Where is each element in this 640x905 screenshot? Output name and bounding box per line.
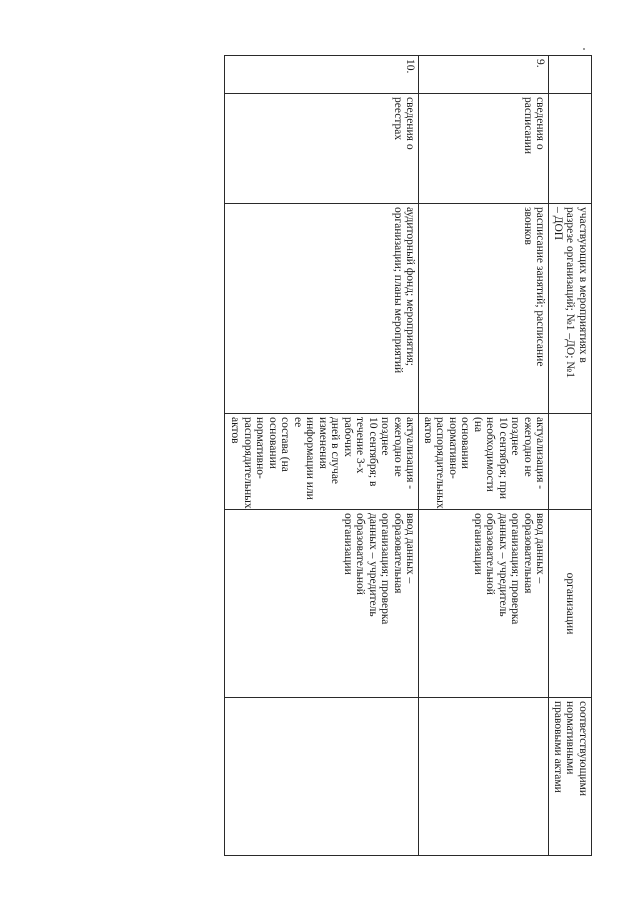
text-line: реестрах xyxy=(392,97,404,141)
rotated-table-inner xyxy=(229,55,592,855)
text-line: нормативными xyxy=(564,701,577,775)
cell-responsible xyxy=(549,510,592,698)
text-line: правовыми актами xyxy=(552,701,564,793)
text-line: 10 сентября; при xyxy=(497,417,509,500)
text-line: разрезе организаций; №1 –ДО; №1 xyxy=(564,207,577,379)
text-line: организации xyxy=(564,572,577,635)
cell-name xyxy=(549,94,592,204)
text-line: образовательной xyxy=(354,513,367,595)
text-line: 10 сентября; в xyxy=(367,417,379,487)
text-line: организация; проверка xyxy=(379,513,392,625)
text-line: сведения о xyxy=(404,97,417,150)
text-line: течение 3-х рабочих xyxy=(342,417,367,474)
text-line: соответствующими xyxy=(577,701,589,797)
text-line: изменения xyxy=(317,417,329,469)
cell-note xyxy=(549,698,592,856)
text-line: организации xyxy=(342,513,354,575)
cell-note xyxy=(419,698,549,856)
cell-content xyxy=(419,204,549,414)
text-line: расписании xyxy=(522,97,534,155)
text-line: – ДОП xyxy=(552,207,564,241)
cell-period xyxy=(225,414,419,510)
text-line: актуализация - xyxy=(534,417,547,490)
text-line: сведения о xyxy=(534,97,547,150)
data-table xyxy=(225,55,593,856)
cell-num xyxy=(419,56,549,94)
text-line: ввод данных – xyxy=(534,513,547,584)
text-line: ежегодно не позднее xyxy=(379,417,404,477)
text-line: основании xyxy=(267,417,279,469)
text-line: распорядительных xyxy=(242,417,254,509)
table-row-continuation xyxy=(549,56,592,856)
text-line: необходимости (на xyxy=(472,417,497,492)
text-line: нормативно- xyxy=(447,417,459,479)
text-line: организация; проверка xyxy=(509,513,522,625)
cell-name xyxy=(225,94,419,204)
cell-num xyxy=(225,56,419,94)
cell-num xyxy=(549,56,592,94)
text-line: дней в случае xyxy=(329,417,342,485)
scan-speck xyxy=(583,48,585,50)
cell-responsible xyxy=(419,510,549,698)
cell-period xyxy=(419,414,549,510)
text-line: организации; планы мероприятий xyxy=(392,207,404,374)
table-row xyxy=(419,56,549,856)
cell-responsible xyxy=(225,510,419,698)
text-line: нормативно- xyxy=(254,417,267,479)
cell-name xyxy=(419,94,549,204)
text-line: участвующих в мероприятиях в xyxy=(577,207,589,363)
text-line: актуализация - xyxy=(404,417,417,490)
text-line: аудиторный фонд; мероприятия; xyxy=(404,207,417,367)
text-line: организации xyxy=(472,513,484,575)
row-number: 9. xyxy=(534,59,547,68)
cell-period xyxy=(549,414,592,510)
text-line: звонков xyxy=(522,207,534,245)
text-line: распорядительных xyxy=(434,417,447,509)
text-line: состава (на xyxy=(279,417,292,472)
text-line: образовательной xyxy=(484,513,497,595)
rotated-table-frame xyxy=(229,55,592,855)
text-line: актов xyxy=(422,417,434,444)
text-line: образовательная xyxy=(522,513,534,594)
cell-content xyxy=(225,204,419,414)
text-line: основании xyxy=(459,417,472,469)
row-number: 10. xyxy=(404,59,417,74)
cell-content xyxy=(549,204,592,414)
text-line: актов xyxy=(229,417,242,444)
text-line: образовательная xyxy=(392,513,404,594)
cell-note xyxy=(225,698,419,856)
text-line: данных – учредитель xyxy=(367,513,379,617)
text-line: информации или ее xyxy=(292,417,317,500)
text-line: расписание занятий; расписание xyxy=(534,207,547,367)
text-line: ежегодно не позднее xyxy=(509,417,534,477)
text-line: ввод данных – xyxy=(404,513,417,584)
text-line: данных – учредитель xyxy=(497,513,509,617)
table-row xyxy=(225,56,419,856)
